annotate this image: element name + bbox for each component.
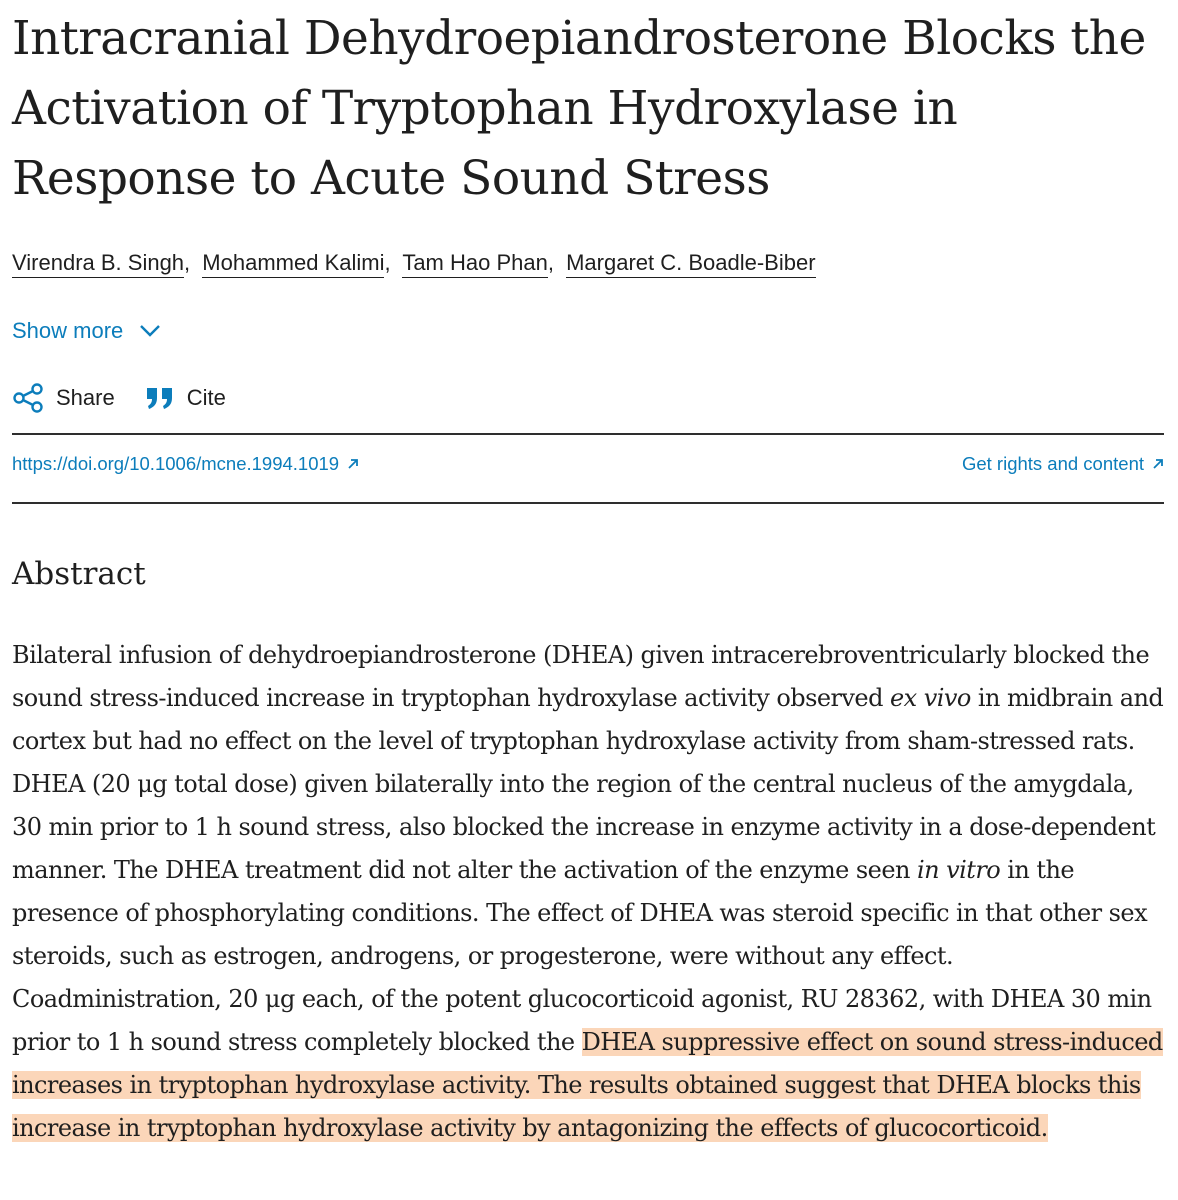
article-links [12, 453, 1164, 475]
doi-link-text: https://doi.org/10.1006/mcne.1994.1019 [12, 453, 340, 474]
article-page [12, 0, 1164, 1142]
abstract-segment: in the presence of phosphorylating conditions. The effect of DHEA was steroid specific in that other sex steroids, such as estrogen, androgens, or progesterone, were without any effect. Coadministration, 20 μg each, of the potent glucocorticoid agonist, RU 28362, with DHEA 30 min prior to 1 h sound stress completely blocked the [12, 856, 1152, 1056]
rights-link-text: Get rights and content [961, 453, 1144, 474]
author-link[interactable]: Mohammed Kalimi [202, 250, 384, 278]
doi-link[interactable] [12, 453, 359, 475]
share-icon [12, 382, 44, 414]
author-separator: , [184, 250, 191, 275]
share-label: Share [56, 385, 115, 410]
abstract-italic: in vitro [916, 856, 1001, 884]
author-link[interactable]: Tam Hao Phan [402, 250, 548, 278]
abstract-segment: Bilateral infusion of dehydroepiandrosterone (DHEA) given intracerebroventricularly blocked the sound stress-induced increase in tryptophan hydroxylase activity observed [12, 641, 1150, 712]
article-title: Intracranial Dehydroepiandrosterone Blocks the Activation of Tryptophan Hydroxylase in Response to Acute Sound Stress [12, 11, 1146, 206]
divider [12, 433, 1164, 435]
author-link[interactable]: Margaret C. Boadle-Biber [566, 250, 815, 278]
external-link-icon [1152, 458, 1164, 470]
abstract-italic: ex vivo [889, 684, 971, 712]
divider [12, 502, 1164, 504]
show-more-button[interactable] [12, 318, 161, 344]
author-separator: , [384, 250, 391, 275]
external-link-icon [347, 458, 359, 470]
chevron-down-icon [139, 324, 161, 338]
highlighted-text: DHEA suppressive effect on sound stress-induced increases in tryptophan hydroxylase activity. The results obtained suggest that DHEA blocks this increase in tryptophan hydroxylase activity by antagonizing the effects of glucocorticoid. [12, 1028, 1163, 1142]
cite-button[interactable] [145, 385, 226, 411]
abstract-heading: Abstract [12, 556, 146, 592]
author-separator: , [547, 250, 554, 275]
share-button[interactable] [12, 382, 115, 414]
abstract-segment: in midbrain and cortex but had no effect on the level of tryptophan hydroxylase activity from sham-stressed rats. DHEA (20 μg total dose) given bilaterally into the region of the central nucleus of the amygdala, 30 min prior to 1 h sound stress, also blocked the increase in enzyme activity in a dose-dependent manner. The DHEA treatment did not alter the activation of the enzyme seen [12, 684, 1164, 884]
author-link[interactable]: Virendra B. Singh [12, 250, 184, 278]
cite-label: Cite [186, 385, 226, 410]
author-list [12, 250, 816, 276]
article-actions [12, 382, 226, 414]
rights-link[interactable] [962, 453, 1164, 475]
abstract-text [12, 634, 1164, 1150]
show-more-label: Show more [12, 318, 124, 343]
quote-icon [145, 385, 175, 411]
